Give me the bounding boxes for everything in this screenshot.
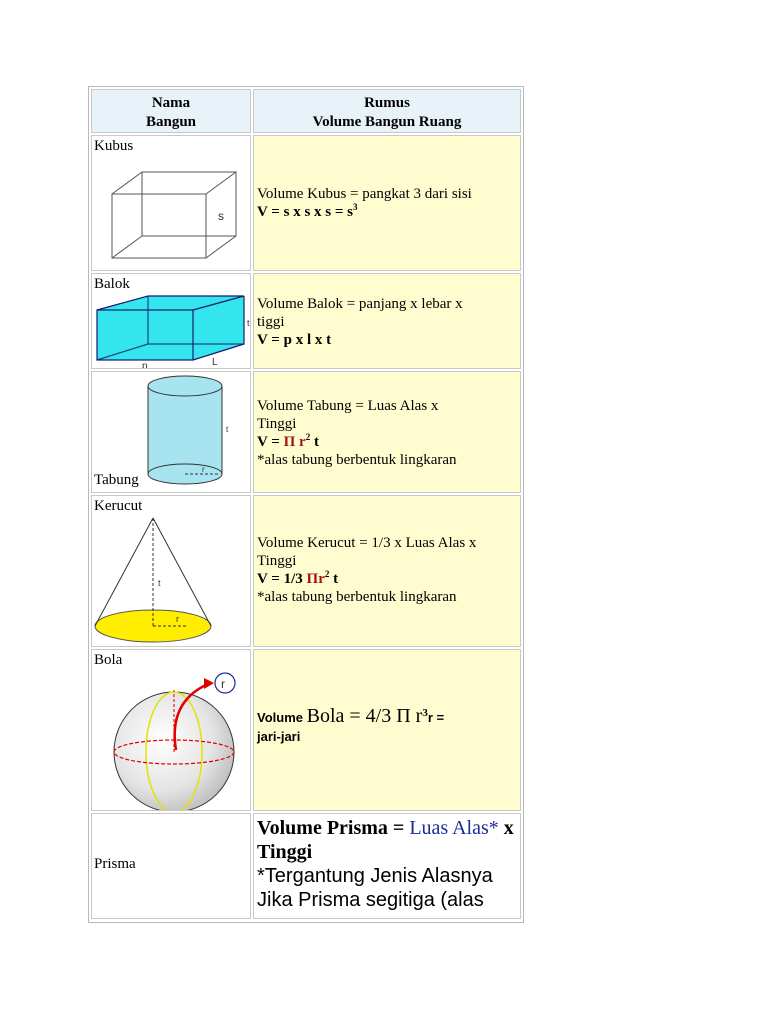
tabung-formula-cell: [253, 371, 521, 493]
prisma-formula-bold-2: x Tinggi: [257, 817, 514, 863]
kerucut-label: Kerucut: [94, 498, 143, 514]
prisma-formula-cell: [253, 813, 521, 919]
kerucut-formula-v: V = 1/3: [257, 571, 307, 587]
kerucut-formula-text-1: Volume Kerucut = 1/3 x Luas Alas x: [257, 535, 477, 551]
tabung-formula-sup: 2: [305, 432, 311, 442]
bola-formula-cell: [253, 649, 521, 811]
header-rumus: [253, 89, 521, 133]
tabung-formula-text-2: Tinggi: [257, 416, 297, 432]
tabung-label-t: t: [226, 425, 229, 434]
bola-label-r: r: [221, 677, 225, 691]
kubus-formula-cell: [253, 135, 521, 271]
kerucut-label-t: t: [158, 578, 161, 588]
balok-label-t: t: [247, 318, 250, 328]
balok-label-l: L: [212, 357, 218, 368]
header-col2-line2: Volume Bangun Ruang: [312, 114, 462, 130]
balok-label-p: p: [142, 361, 148, 370]
balok-formula-bold: V = p x l x t: [257, 332, 332, 348]
tabung-label-r: r: [202, 465, 205, 474]
header-nama-bangun: [91, 89, 251, 133]
tabung-formula-t: t: [310, 434, 319, 450]
bola-formula-tail: r =: [427, 710, 445, 725]
bola-name-cell: [91, 649, 251, 811]
header-col1-line2: Bangun: [145, 114, 197, 130]
tabung-formula-pi: Π r: [283, 434, 306, 450]
balok-label: Balok: [94, 276, 130, 292]
kubus-formula-text: Volume Kubus = pangkat 3 dari sisi: [257, 186, 472, 202]
kerucut-note: *alas tabung berbentuk lingkaran: [257, 589, 457, 605]
prisma-label: Prisma: [94, 856, 136, 872]
kubus-label: Kubus: [94, 138, 134, 154]
kubus-formula-sup: 3: [353, 202, 358, 212]
balok-diagram: [92, 274, 251, 369]
bola-label: Bola: [94, 652, 123, 668]
tabung-note: *alas tabung berbentuk lingkaran: [257, 452, 457, 468]
bola-formula-small: Volume: [257, 710, 307, 725]
kerucut-formula-t: t: [329, 571, 339, 587]
prisma-formula-blue: Luas Alas*: [409, 817, 499, 839]
kubus-name-cell: [91, 135, 251, 271]
kerucut-name-cell: [91, 495, 251, 647]
volume-formula-table: [88, 86, 524, 923]
header-col2-line1: Rumus: [364, 95, 410, 111]
tabung-formula-text-1: Volume Tabung = Luas Alas x: [257, 398, 439, 414]
prisma-formula-line-3: Jika Prisma segitiga (alas: [257, 889, 484, 911]
prisma-name-cell: [91, 813, 251, 919]
bola-formula-sup: 3: [422, 707, 428, 719]
kerucut-diagram: [92, 496, 251, 647]
kubus-formula-bold: V = s x s x s = s: [257, 204, 354, 220]
kerucut-label-r: r: [176, 614, 179, 624]
kerucut-formula-pi: Πr: [306, 571, 325, 587]
prisma-formula-bold-1: Volume Prisma =: [257, 817, 410, 839]
kubus-label-s: s: [218, 209, 224, 223]
kerucut-formula-sup: 2: [324, 569, 330, 579]
balok-formula-text-1: Volume Balok = panjang x lebar x: [257, 296, 463, 312]
bola-diagram: [92, 650, 251, 811]
kerucut-formula-cell: [253, 495, 521, 647]
tabung-label: Tabung: [94, 472, 139, 488]
balok-name-cell: [91, 273, 251, 369]
balok-formula-cell: [253, 273, 521, 369]
kubus-diagram: [92, 136, 251, 271]
bola-formula-big: Bola = 4/3 Π r: [306, 705, 423, 727]
tabung-formula-v: V =: [257, 434, 284, 450]
header-col1-line1: Nama: [151, 95, 191, 111]
prisma-formula-line-2: *Tergantung Jenis Alasnya: [257, 865, 493, 887]
balok-formula-text-2: tiggi: [257, 314, 285, 330]
tabung-name-cell: [91, 371, 251, 493]
bola-formula-tail-2: jari-jari: [257, 729, 301, 744]
kerucut-formula-text-2: Tinggi: [257, 553, 297, 569]
